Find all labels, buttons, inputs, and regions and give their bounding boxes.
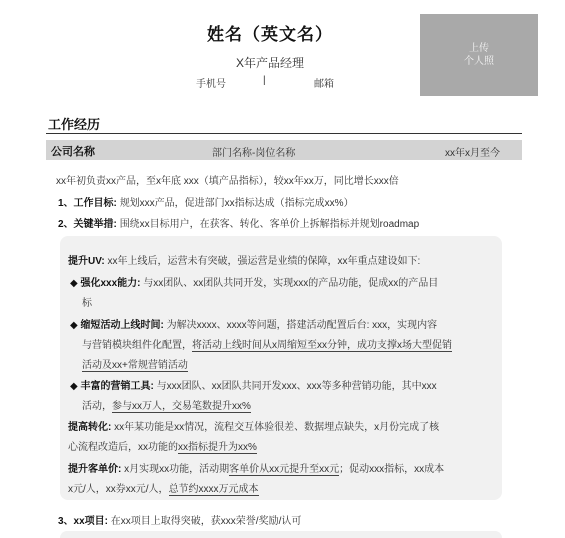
price-text-2a: x元/人，xx券xx元/人， <box>68 484 169 495</box>
bullet-capability-line-2: 标 <box>82 298 92 309</box>
bullet-capability-line-1 <box>70 274 438 289</box>
price-text-1c: ；促动xxx指标，xx成本 <box>339 464 445 475</box>
conversion-label: 提高转化: <box>68 422 112 433</box>
bullet-tools-label: ◆ 丰富的营销工具: <box>70 381 154 392</box>
bullet-tools-text-2b: 参与xx万人，交易笔数提升xx% <box>112 401 251 412</box>
bullet-launch-label: ◆ 缩短活动上线时间: <box>70 320 164 331</box>
photo-upload-placeholder[interactable] <box>420 14 538 96</box>
bullet-launch-text-2b: 将活动上线时间从x周缩短至xx分钟，成功支撑x场大型促销 <box>192 340 452 351</box>
price-text-2b: 总节约xxxx万元成本 <box>168 484 259 495</box>
bullet-capability-label: ◆ 强化xxx能力: <box>70 278 141 289</box>
bullet-launch-line-3 <box>82 356 188 371</box>
bullet-capability-text-1: 与xx团队、xx团队共同开发，实现xxx的产品功能，促成xx的产品目 <box>143 278 439 289</box>
bullet-tools-text-1: 与xxx团队、xx团队共同开发xxx、xxx等多种营销功能，其中xxx <box>156 381 437 392</box>
job-title: X年产品经理 <box>235 56 304 70</box>
conversion-text-2b: xx指标提升为xx% <box>178 442 257 453</box>
work-goal-label: 1、工作目标: <box>58 198 117 209</box>
summary-line: xx年初负责xx产品，至x年底 xxx（填产品指标），较xx年xx万，同比增长xxx倍 <box>56 176 399 187</box>
photo-upload-label-2: 个人照 <box>464 56 494 67</box>
work-goal-item <box>58 194 354 209</box>
uv-line <box>68 252 420 267</box>
bullet-tools-text-2a: 活动， <box>82 401 112 412</box>
employment-date: xx年x月至今 <box>445 148 500 159</box>
uv-text: xx年上线后，运营未有突破，强运营是业绩的保障，xx年重点建设如下: <box>107 256 421 267</box>
bullet-launch-line-1 <box>70 316 437 331</box>
price-text-1b: 客单价从xx元提升至xx元 <box>229 464 340 475</box>
price-text-1a: x月实现xx功能，活动期 <box>124 464 230 475</box>
section-divider <box>46 133 522 134</box>
bullet-launch-text-1: 为解决xxxx、xxxx等问题，搭建活动配置后台: xxx，实现内容 <box>166 320 438 331</box>
details-box-next <box>60 531 502 538</box>
candidate-name: 姓名（英文名） <box>207 25 333 44</box>
price-line-1 <box>68 460 444 475</box>
bullet-launch-text-2a: 与营销模块组件化配置， <box>82 340 192 351</box>
section-title-work-experience: 工作经历 <box>48 117 101 132</box>
conversion-text-1: xx年某功能是xx情况，流程交互体验很差、数据埋点缺失，x月份完成了核 <box>114 422 440 433</box>
uv-label: 提升UV: <box>68 256 105 267</box>
project-label: 3、xx项目: <box>58 516 109 527</box>
conversion-line-1 <box>68 418 439 433</box>
department-position: 部门名称-岗位名称 <box>212 148 296 159</box>
phone-field: 手机号 <box>196 79 226 90</box>
price-line-2 <box>68 480 259 495</box>
company-name: 公司名称 <box>51 146 95 158</box>
project-item <box>58 512 301 527</box>
email-field: 邮箱 <box>314 79 334 90</box>
conversion-line-2 <box>68 438 257 453</box>
key-actions-item <box>58 215 419 230</box>
bullet-launch-text-3: 活动及xx+常规营销活动 <box>82 360 188 371</box>
key-actions-text: 围绕xx目标用户，在获客、转化、客单价上拆解指标并规划roadmap <box>119 219 420 230</box>
company-header-bar <box>46 140 522 160</box>
work-goal-text: 规划xxx产品，促进部门xx指标达成（指标完成xx%） <box>119 198 354 209</box>
key-actions-label: 2、关键举措: <box>58 219 117 230</box>
bullet-tools-line-2 <box>82 397 251 412</box>
bullet-tools-line-1 <box>70 377 437 392</box>
contact-separator: | <box>263 75 266 86</box>
project-text: 在xx项目上取得突破，获xxx荣誉/奖励/认可 <box>110 516 302 527</box>
price-label: 提升客单价: <box>68 464 122 475</box>
conversion-text-2a: 心流程改造后，xx功能的 <box>68 442 178 453</box>
bullet-launch-line-2 <box>82 336 452 351</box>
photo-upload-label-1: 上传 <box>469 43 489 54</box>
